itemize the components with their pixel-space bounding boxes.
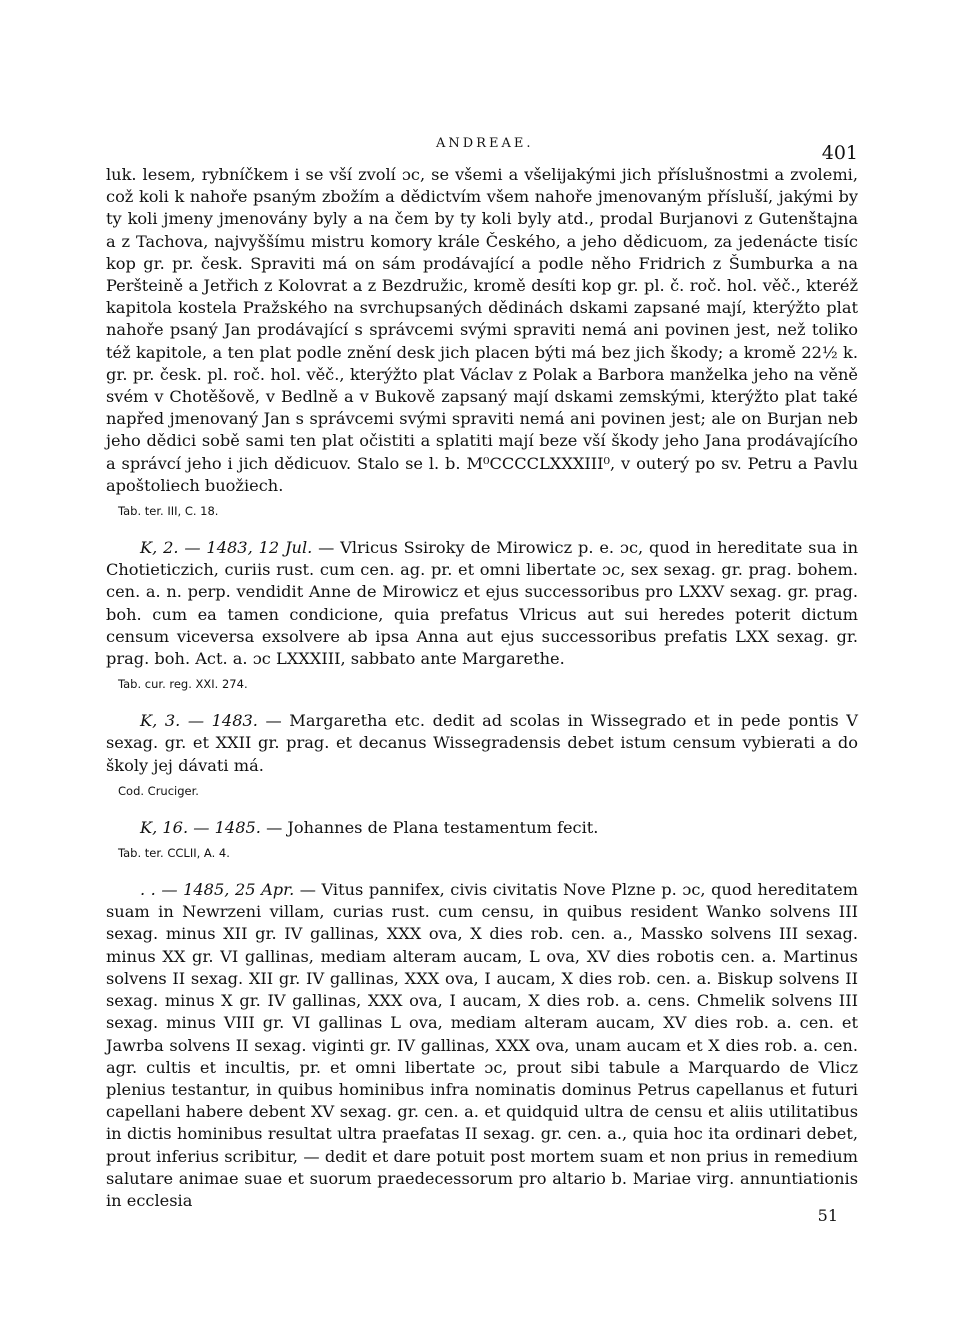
source-citation: Tab. ter. III, C. 18. — [118, 504, 219, 519]
source-citation: Tab. cur. reg. XXI. 274. — [118, 677, 248, 692]
body-text — [106, 164, 858, 1212]
entry-text: — Vlricus Ssiroky de Mirowicz p. e. ɔc, quod in hereditate sua in Chotieticzich, curiis rust. cum cen. ag. pr. et omni libertate ɔc, sex sexag. gr. prag. bohem. cen. a. n. perp. vendidit Anne de Mirowicz et ejus successoribus pro LXXV sexag. gr. prag. boh. cum ea tamen condicione, quia prefatus Vlricus aut sui heredes poterit dictum censum viceversa exsolvere ab ipsa Anna aut ejus successoribus prefatis LXX sexag. gr. prag. boh. Act. a. ɔc LXXXIII, sabbato ante Margarethe. — [106, 538, 859, 669]
source-citation: Cod. Cruciger. — [118, 783, 199, 798]
entry-lead: K, 2. — 1483, 12 Jul. — [140, 538, 313, 558]
entry-paragraph — [106, 879, 858, 1212]
page-number: 401 — [821, 142, 858, 164]
running-title: ANDREAE. — [436, 136, 534, 151]
entry-lead: K, 16. — 1485. — [140, 817, 261, 837]
entry-lead: K, 3. — 1483. — [140, 711, 258, 731]
entry-paragraph: luk. lesem, rybníčkem i se vší zvolí ɔc, se všemi a všelijakými jich příslušnostmi a zvolemi, což koli k nahoře psaným zbožím a dědictvím všem nahoře jmenovaným přísluší, jakými by ty koli jmeny jmenovány byly a na čem by ty koli byly atd., prodal Burjanovi z Gutenštajna a z Tachova, najvyššímu mistru komory krále Českého, a jeho dědicuom, za jedenácte tisíc kop gr. pr. česk. Spraviti má on sám prodávající a podle něho Fridrich z Šumburka a na Peršteině a Jetřich z Kolovrat a z Bezdružic, kromě desíti kop gr. pl. č. roč. hol. věč., kteréž kapitola kostela Pražského na svrchupsaných dědinách dskami zapsané mají, kterýžto plat nahoře psaný Jan prodávající s správcemi svými spraviti nemá ani povinen jest, než toliko též kapitole, a ten plat podle znění desk jich placen býti má bez jich škody; a kromě 22½ k. gr. pr. česk. pl. roč. hol. věč., kterýžto plat Václav z Polak a Barbora manželka jeho na věně svém v Chotěšově, v Bedlně a v Bukově zapsaný mají dskami zemskými, kterýžto plat také napřed jmenovaný Jan s správcemi svými spraviti nemá ani povinen jest; ale on Burjan neb jeho dědici sobě sami ten plat očistiti a splatiti mají beze vší škody jeho Jana prodávajícího a správcí jeho i jich dědicuov. Stalo se l. b. M⁰CCCCLXXXIII⁰, v outerý po sv. Petru a Pavlu apoštoliech buožiech. — [106, 165, 858, 495]
entry-paragraph — [106, 537, 858, 670]
signature-mark: 51 — [817, 1206, 838, 1225]
entry-paragraph — [106, 817, 858, 839]
entry-text: — Vitus pannifex, civis civitatis Nove Plzne p. ɔc, quod hereditatem suam in Newrzeni villam, curias rust. cum censu, in quibus resident Wanko solvens III sexag. minus XII gr. IV gallinas, XXX ova, X dies rob. cen. a., Massko solvens III sexag. minus XX gr. VI gallinas, mediam alteram aucam, L ova, XV dies robotis cen. a. Martinus solvens II sexag. XII gr. IV gallinas, XXX ova, I aucam, X dies rob. cen. a. Biskup solvens II sexag. minus X gr. IV gallinas, XXX ova, I aucam, X dies rob. a. cens. Chmelik solvens III sexag. minus VIII gr. VI gallinas L ova, mediam alteram aucam, XV dies rob. a. cen. et Jawrba solvens II sexag. viginti gr. IV gallinas, XXX ova, unam aucam et X dies rob. a. cen. agr. cultis et incultis, pr. et omni libertate ɔc, prout sibi tabule a Marquardo de Vlicz plenius testantur, in quibus hominibus infra nominatis dominus Petrus capellanus et futuri capellani habere debent XV sexag. gr. cen. a. et quidquid ultra de censu et aliis utilitatibus in dictis hominibus resultat ultra praefatas II sexag. gr. cen. a., quia hoc ita ordinari debet, prout inferius scribitur, — dedit et dare potuit post mortem suam et non prius in remedium salutare animae suae et suorum praedecessorum pro altario b. Mariae virg. annuntiationis in ecclesia — [106, 880, 859, 1210]
running-head — [106, 128, 858, 164]
entry-text: — Johannes de Plana testamentum fecit. — [260, 817, 599, 837]
page — [106, 128, 858, 1212]
source-citation: Tab. ter. CCLII, A. 4. — [118, 846, 230, 861]
entry-lead: . . — 1485, 25 Apr. — [140, 880, 295, 900]
entry-paragraph — [106, 710, 858, 777]
entry-text: — Margaretha etc. dedit ad scolas in Wissegrado et in pede pontis V sexag. gr. et XXII gr. prag. et decanus Wissegradensis debet istum censum vybierati a do školy jej dávati má. — [106, 711, 858, 775]
